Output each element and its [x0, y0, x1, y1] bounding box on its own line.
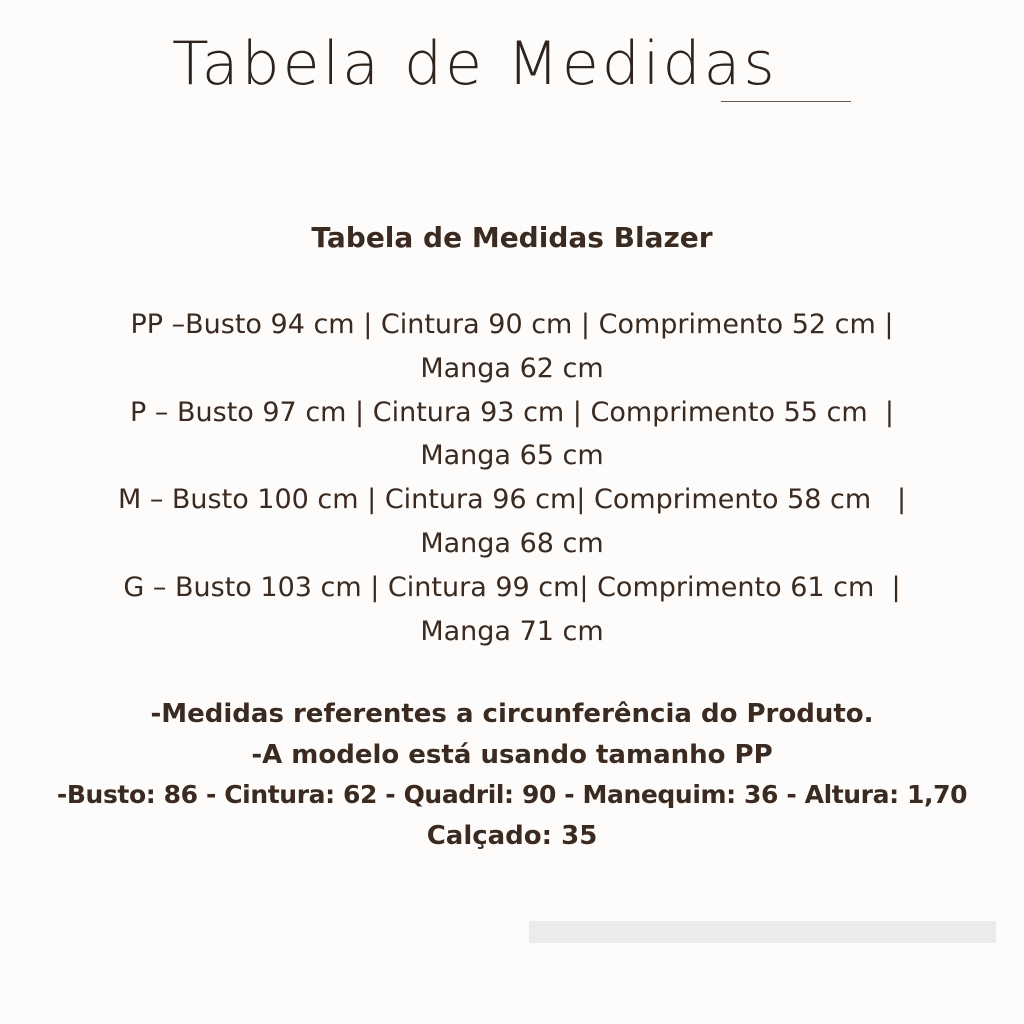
- size-p-sleeve: Manga 65 cm: [420, 440, 604, 472]
- note-model-size: -A modelo está usando tamanho PP: [251, 739, 773, 770]
- size-pp-sleeve: Manga 62 cm: [420, 352, 604, 384]
- size-m-sleeve: Manga 68 cm: [420, 527, 604, 559]
- size-p-measurements: P – Busto 97 cm | Cintura 93 cm | Comprimento 55 cm |: [130, 396, 894, 428]
- note-circumference: -Medidas referentes a circunferência do Produto.: [150, 699, 874, 729]
- section-title: Tabela de Medidas Blazer: [311, 221, 713, 254]
- size-g-sleeve: Manga 71 cm: [420, 615, 604, 647]
- model-notes: [0, 694, 1024, 856]
- size-g-measurements: G – Busto 103 cm | Cintura 99 cm| Comprimento 61 cm |: [123, 571, 901, 603]
- page-title: Tabela de Medidas: [172, 29, 778, 99]
- size-pp-measurements: PP –Busto 94 cm | Cintura 90 cm | Comprimento 52 cm |: [130, 309, 894, 340]
- size-m-measurements: M – Busto 100 cm | Cintura 96 cm| Comprimento 58 cm |: [117, 484, 907, 516]
- note-shoe-size: Calçado: 35: [426, 820, 598, 851]
- title-underline-divider: [721, 101, 851, 102]
- decorative-gray-bar: [529, 921, 996, 943]
- note-model-measurements: -Busto: 86 - Cintura: 62 - Quadril: 90 - Manequim: 36 - Altura: 1,70: [56, 780, 968, 809]
- size-measurements-list: [0, 303, 1024, 653]
